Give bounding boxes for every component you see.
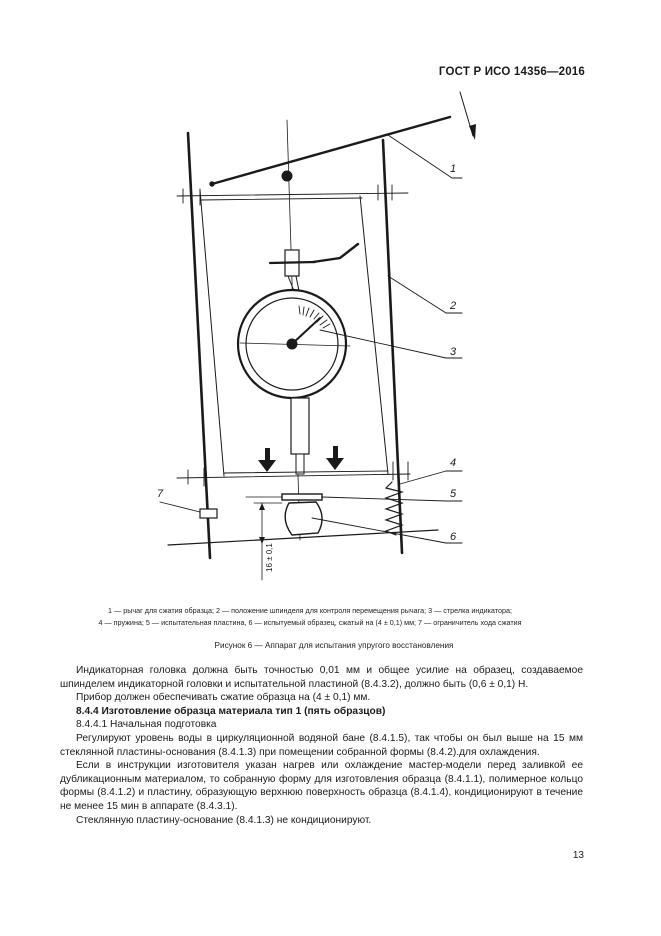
figure-legend-line-1: 1 — рычаг для сжатия образца; 2 — положение шпинделя для контроля перемещения рычага; 3 — стрелка индикатора; — [108, 606, 512, 615]
callout-3: 3 — [450, 346, 457, 358]
dimension-label: 16 ± 0,1 — [265, 543, 274, 572]
callout-1: 1 — [450, 163, 457, 175]
figure-legend-line-2: 4 — пружина; 5 — испытательная пластина, 6 — испытуемый образец, сжатый на (4 ± 0,1) мм; 7 — ограничитель хода сжатия — [98, 618, 522, 627]
left-rod — [188, 133, 210, 558]
page-number: 13 — [572, 850, 584, 861]
paragraph-water-level: Регулируют уровень воды в циркуляционной водяной бане (8.4.1.5), так чтобы он был выше на 15 мм стеклянной пластины-основания (8.4.1.3) при помещении собранной формы (8.4.2).для охлаждения. — [60, 732, 583, 758]
body-text — [60, 664, 583, 827]
figure-caption: Рисунок 6 — Аппарат для испытания упругого восстановления — [214, 641, 454, 650]
subsection-heading: 8.4.4.1 Начальная подготовка — [76, 719, 217, 731]
paragraph-conditioning: Если в инструкции изготовителя указан нагрев или охлаждение мастер-модели перед заливкой ее дубликационным материалом, то собранную форму для изготовления образца (8.4.1.1), полимерное кольцо формы (8.4.1.2) и пластину, образующую верхнюю поверхность образца (8.4.1.4), кондиционируют в течение не менее 15 мин в аппарате (8.4.3.1). — [60, 760, 583, 812]
section-heading: 8.4.4 Изготовление образца материала тип 1 (пять образцов) — [76, 705, 386, 717]
paragraph-compression: Прибор должен обеспечивать сжатие образца на (4 ± 0,1) мм. — [76, 692, 371, 704]
callout-7: 7 — [157, 488, 164, 500]
paragraph-glass-plate: Стеклянную пластину-основание (8.4.1.3) не кондиционируют. — [76, 814, 372, 826]
callout-2: 2 — [450, 300, 457, 312]
callout-5: 5 — [450, 488, 457, 500]
lever — [212, 117, 450, 184]
paragraph-indicator: Индикаторная головка должна быть точностью 0,01 мм и общее усилие на образец, создаваемое шпинделем индикаторной головки и испытательной пластиной (8.4.3.2), должно быть (0,6 ± 0,1) Н. — [60, 665, 583, 690]
callout-6: 6 — [450, 531, 457, 543]
document-header: ГОСТ Р ИСО 14356—2016 — [438, 66, 585, 78]
callout-4: 4 — [450, 457, 457, 469]
